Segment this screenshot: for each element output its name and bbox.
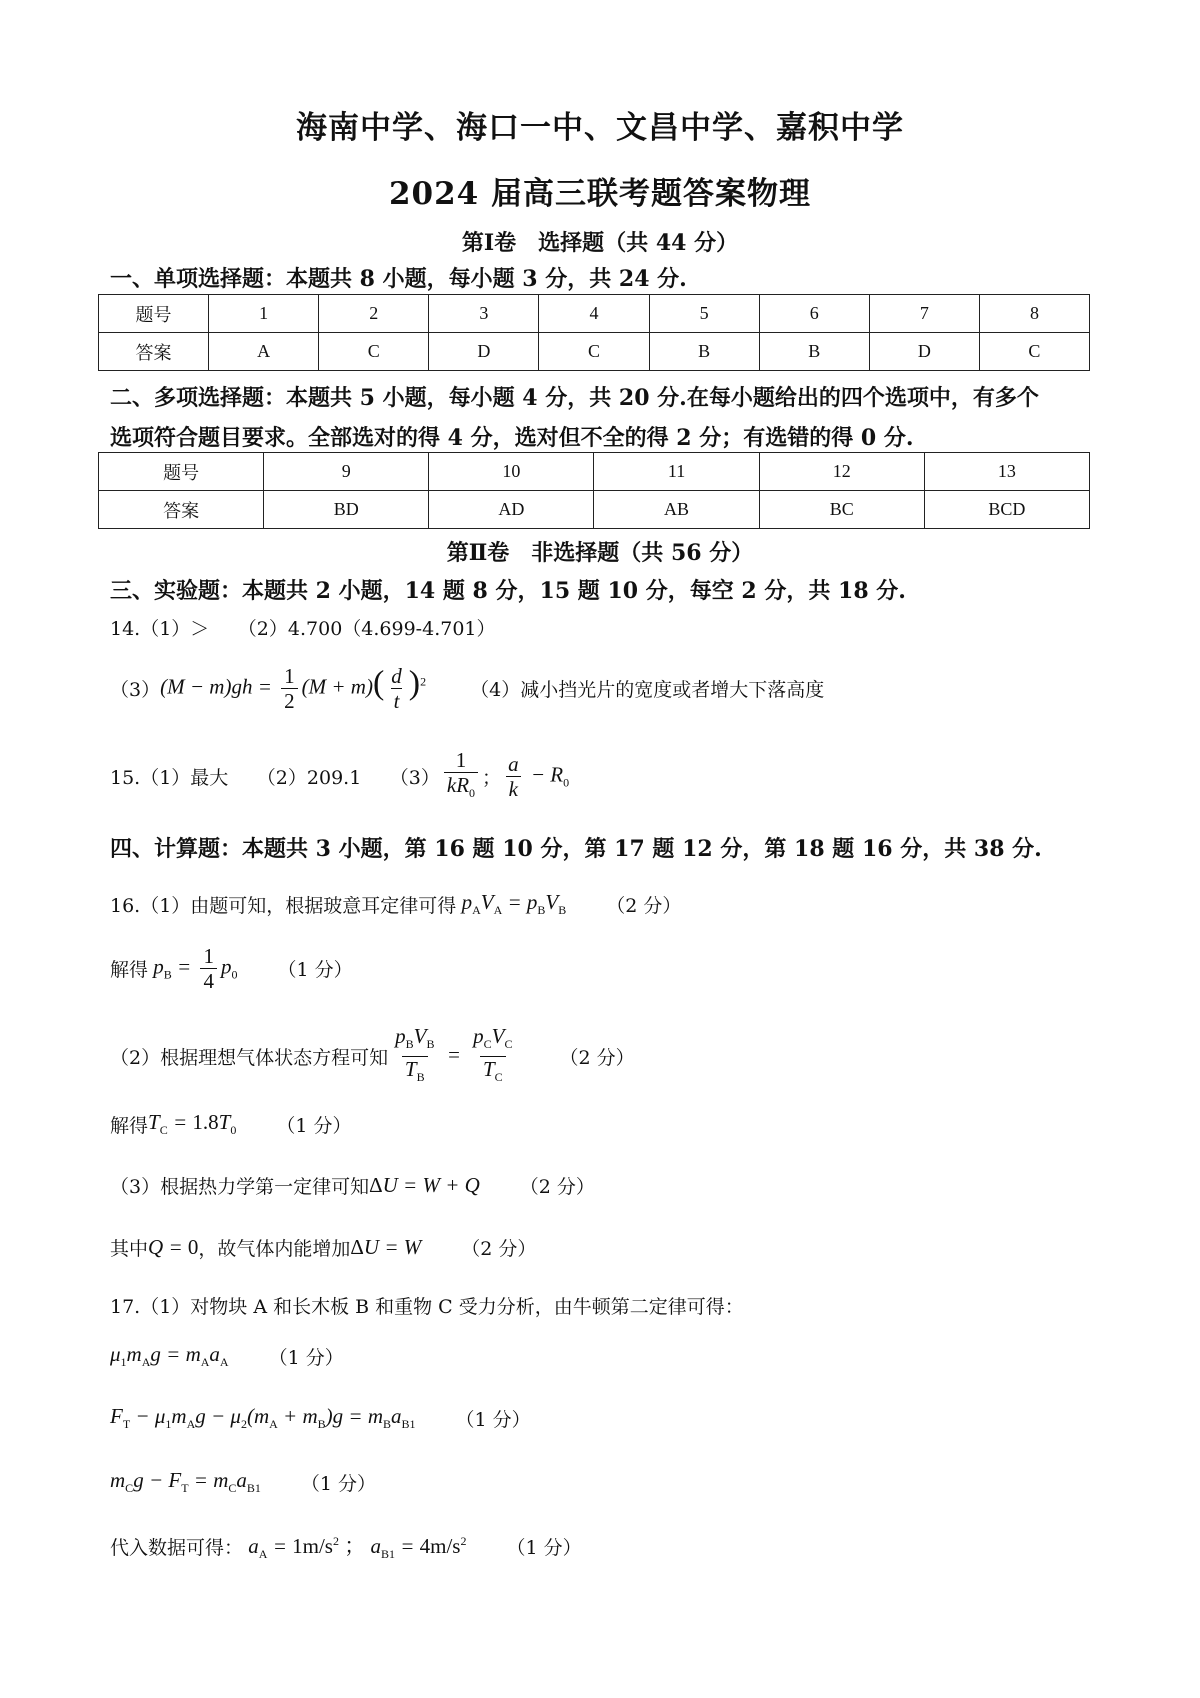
section-2-heading-line1: 二、多项选择题：本题共 5 小题，每小题 4 分，共 20 分.在每小题给出的四个选项中，有多个 [110,385,1039,411]
q16-line5 [110,1172,595,1199]
table-cell: 8 [979,295,1089,333]
q16-formula-3: $\frac{p_BV_B}{T_B}$ = $\frac{p_CV_C}{T_C}$ [388,1024,519,1089]
q14-formula: (M − m)gh = $\frac{1}{2}$ (M + m)( $\frac{d}{t}$ )$^2$ [160,664,427,713]
table-cell: 答案 [99,333,209,371]
score-label: （1 分） [506,1536,582,1559]
table-cell: C [319,333,429,371]
section-3-heading: 三、实验题：本题共 2 小题，14 题 8 分，15 题 10 分，每空 2 分，共 18 分. [110,578,906,604]
q17-line1: 17.（1）对物块 A 和长木板 B 和重物 C 受力分析，由牛顿第二定律可得： [110,1296,744,1318]
volume-1-heading: 第Ⅰ卷 选择题（共 44 分） [461,230,739,256]
q15-line [110,748,569,805]
volume-2-heading: 第Ⅱ卷 非选择题（共 56 分） [446,540,754,566]
single-choice-answer-table [98,294,1090,371]
table-cell: 12 [759,453,924,491]
q16-formula-6a: Q = 0 [148,1235,199,1259]
page-title: 海南中学、海口一中、文昌中学、嘉积中学 [296,110,904,146]
score-label: （2 分） [461,1238,537,1260]
q14-line1: 14.（1）＞ （2）4.700（4.699-4.701） [110,618,496,640]
multi-choice-answer-table [98,452,1090,529]
q14-part3-label: （3） [110,679,161,701]
table-cell: 10 [429,453,594,491]
table-row [99,491,1090,529]
q16-line6 [110,1234,536,1261]
q16-line1 [110,890,681,918]
q17-line2 [110,1342,344,1370]
table-row [99,295,1090,333]
q14-formula-line [110,664,824,713]
q16-line4 [110,1110,351,1138]
table-cell: 2 [319,295,429,333]
q16-formula-4: $T_C = 1.8T_0$ [148,1110,237,1138]
score-label: （1 分） [277,959,353,981]
section-1-heading: 一、单项选择题：本题共 8 小题，每小题 3 分，共 24 分. [110,266,687,292]
q16-line2 [110,944,353,993]
q16-formula-2: $p_B$ = $\frac{1}{4}$ $p_0$ [153,944,238,993]
q17-formula-4: $a_A = 1m/s^2$ ； $a_{B1} = 4m/s^2$ [248,1534,467,1562]
q17-line5 [110,1530,582,1562]
table-cell: D [429,333,539,371]
table-cell: 9 [264,453,429,491]
table-cell: C [539,333,649,371]
table-cell: 6 [759,295,869,333]
table-cell: 题号 [99,295,209,333]
q15-formula-1: $\frac{1}{kR_0}$ [440,748,482,805]
q17-line4 [110,1468,376,1496]
q16-l6-text-b: ，故气体内能增加 [198,1238,351,1260]
table-cell: 7 [869,295,979,333]
q16-line3 [110,1024,635,1089]
q17-line3 [110,1404,531,1432]
score-label: （2 分） [559,1047,635,1070]
table-cell: B [649,333,759,371]
table-cell: 11 [594,453,759,491]
q17-formula-1: $\mu_1m_Ag = m_Aa_A$ [110,1342,229,1370]
q17-l5-text: 代入数据可得： [110,1536,244,1559]
section-4-heading: 四、计算题：本题共 3 小题，第 16 题 10 分，第 17 题 12 分，第 18 题 16 分，共 38 分. [110,836,1042,862]
q16-l1-text: 16.（1）由题可知，根据玻意耳定律可得 [110,894,457,917]
table-cell: 4 [539,295,649,333]
q16-formula-6b: ΔU = W [350,1235,422,1259]
table-cell: 13 [924,453,1089,491]
table-cell: A [209,333,319,371]
table-cell: 题号 [99,453,264,491]
section-2-heading-line2: 选项符合题目要求。全部选对的得 4 分，选对但不全的得 2 分；有选错的得 0 分. [110,425,914,451]
score-label: （2 分） [606,894,682,917]
score-label: （1 分） [455,1408,531,1431]
q17-formula-3: $m_Cg - F_T = m_Ca_{B1}$ [110,1468,261,1496]
table-cell: B [759,333,869,371]
table-row [99,453,1090,491]
page-subtitle: 2024 届高三联考题答案物理 [388,176,812,212]
q15-text: 15.（1）最大 （2）209.1 （3） [110,767,440,790]
q16-formula-1: $p_AV_A = p_BV_B$ [461,890,567,918]
table-cell: AB [594,491,759,529]
score-label: （1 分） [268,1346,344,1369]
q16-l4-text: 解得 [110,1114,149,1137]
table-cell: D [869,333,979,371]
table-cell: 1 [209,295,319,333]
q16-l2-text: 解得 [110,959,149,981]
table-cell: 5 [649,295,759,333]
q16-l6-text-a: 其中 [110,1238,149,1260]
q16-l5-text: （3）根据热力学第一定律可知 [110,1176,370,1198]
table-cell: BCD [924,491,1089,529]
table-cell: C [979,333,1089,371]
table-cell: BD [264,491,429,529]
q15-separator: ； [482,767,502,790]
table-row [99,333,1090,371]
table-cell: 答案 [99,491,264,529]
table-cell: BC [759,491,924,529]
q14-part4: （4）减小挡光片的宽度或者增大下落高度 [470,679,825,701]
q16-formula-5: ΔU = W + Q [369,1173,480,1197]
score-label: （1 分） [276,1114,352,1137]
table-cell: AD [429,491,594,529]
table-cell: 3 [429,295,539,333]
score-label: （2 分） [519,1176,595,1198]
q17-formula-2: $F_T - \mu_1m_Ag - \mu_2(m_A + m_B)g = m_Ba_{B1}$ [110,1404,416,1432]
score-label: （1 分） [300,1472,377,1495]
q16-l3-text: （2）根据理想气体状态方程可知 [110,1047,389,1070]
q15-formula-2: $\frac{a}{k}$ − $R_0$ [501,752,569,801]
